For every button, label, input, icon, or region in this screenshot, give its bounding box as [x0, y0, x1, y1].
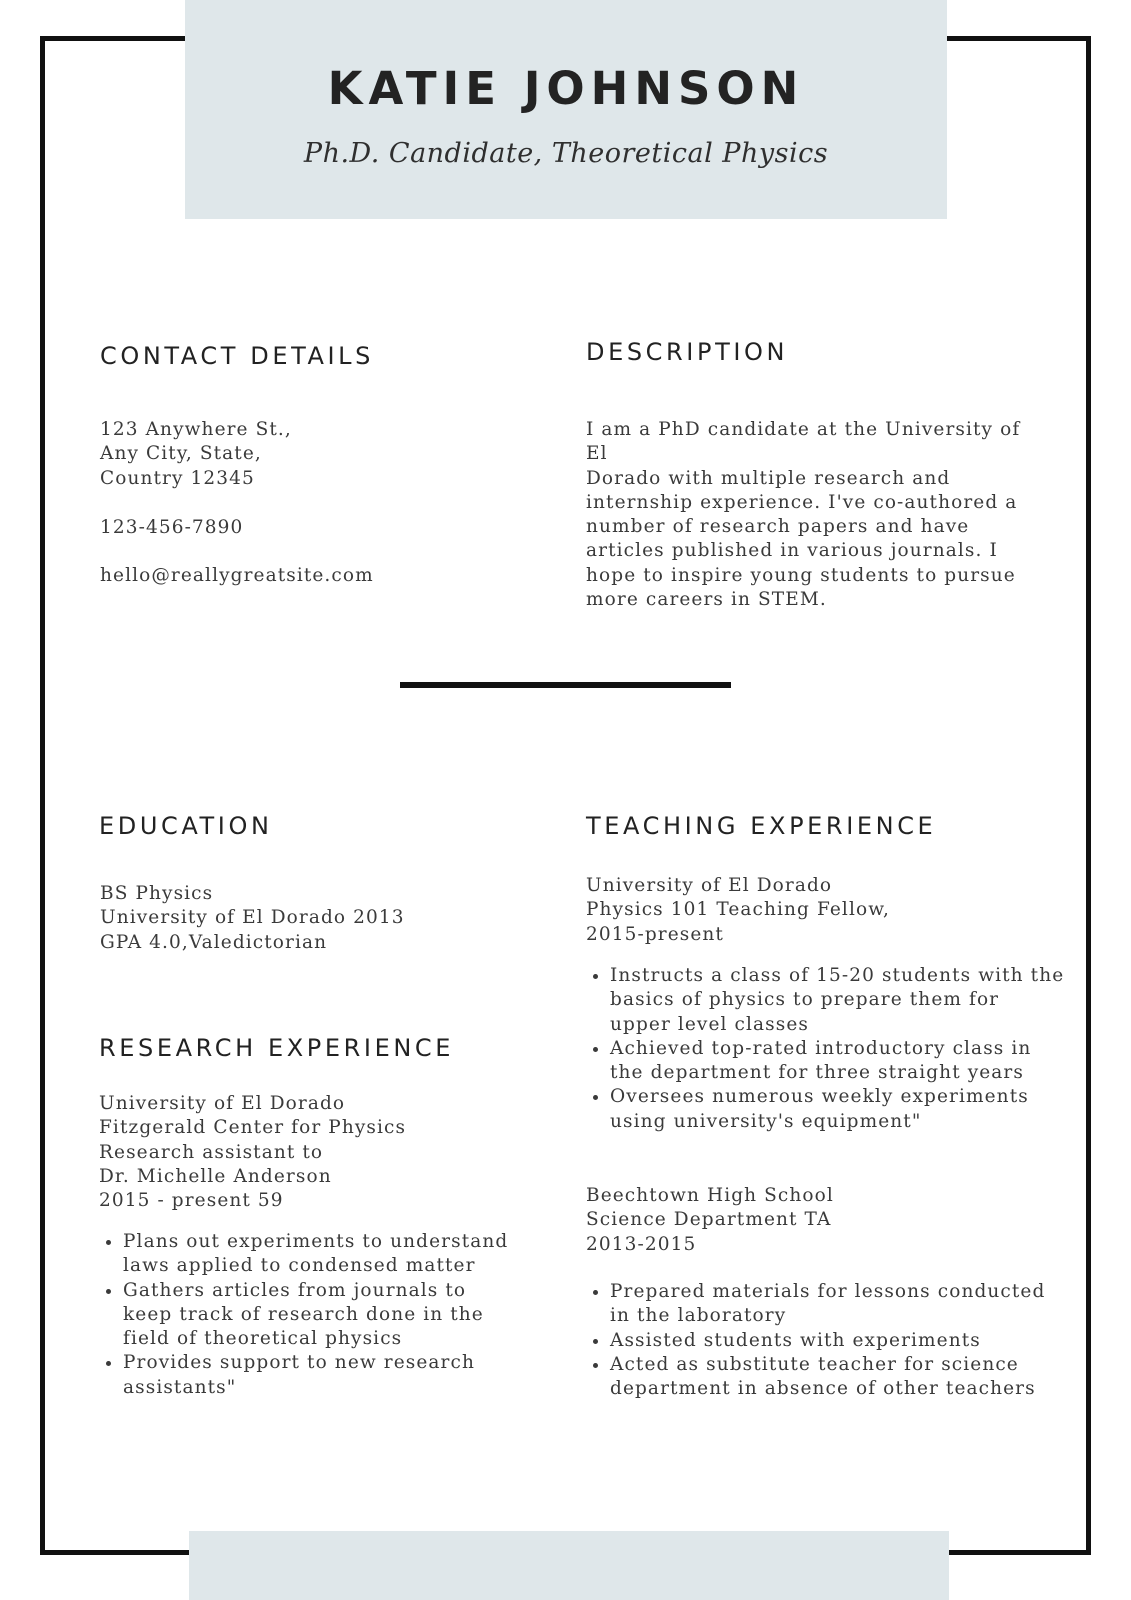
- teaching-job-2-bullets: [586, 1280, 1065, 1401]
- footer-band: [189, 1531, 949, 1600]
- list-item: • Provides support to new research assistants": [123, 1351, 518, 1400]
- section-divider: [400, 682, 731, 688]
- teaching-job-1-details: University of El Dorado Physics 101 Teaching Fellow, 2015-present: [586, 875, 890, 945]
- education-heading: EDUCATION: [99, 812, 273, 840]
- contact-email: hello@reallygreatsite.com: [100, 565, 374, 586]
- contact-address: 123 Anywhere St., Any City, State, Country 12345: [100, 419, 292, 489]
- list-item: • Achieved top-rated introductory class in the department for three straight years: [610, 1037, 1065, 1086]
- list-item: • Gathers articles from journals to keep track of research done in the field of theoretical physics: [123, 1279, 518, 1352]
- candidate-title: Ph.D. Candidate, Theoretical Physics: [303, 138, 829, 169]
- teaching-job-2-details: Beechtown High School Science Department TA 2013-2015: [586, 1185, 834, 1255]
- list-item: • Acted as substitute teacher for science department in absence of other teachers: [610, 1353, 1065, 1402]
- description-text: I am a PhD candidate at the University of El Dorado with multiple research and internship experience. I've co-authored a number of research papers and have articles published in various journals. I hope to inspire young students to pursue more careers in STEM.: [586, 419, 1021, 611]
- teaching-job-1-bullets: [586, 964, 1065, 1134]
- contact-heading: CONTACT DETAILS: [100, 342, 374, 370]
- list-item: • Prepared materials for lessons conducted in the laboratory: [610, 1280, 1065, 1329]
- description-heading: DESCRIPTION: [586, 338, 789, 366]
- list-item: • Plans out experiments to understand laws applied to condensed matter: [123, 1230, 518, 1279]
- teaching-heading: TEACHING EXPERIENCE: [586, 812, 937, 840]
- list-item: • Oversees numerous weekly experiments using university's equipment": [610, 1085, 1065, 1134]
- list-item: • Assisted students with experiments: [610, 1329, 1065, 1353]
- candidate-name: KATIE JOHNSON: [327, 62, 805, 115]
- research-details: University of El Dorado Fitzgerald Center for Physics Research assistant to Dr. Michelle Anderson 2015 - present 59: [99, 1093, 407, 1212]
- list-item: • Instructs a class of 15-20 students with the basics of physics to prepare them for upper level classes: [610, 964, 1065, 1037]
- research-heading: RESEARCH EXPERIENCE: [99, 1034, 455, 1062]
- education-text: BS Physics University of El Dorado 2013 GPA 4.0,Valedictorian: [100, 883, 405, 953]
- contact-phone: 123-456-7890: [100, 517, 244, 538]
- research-bullets: [99, 1230, 518, 1400]
